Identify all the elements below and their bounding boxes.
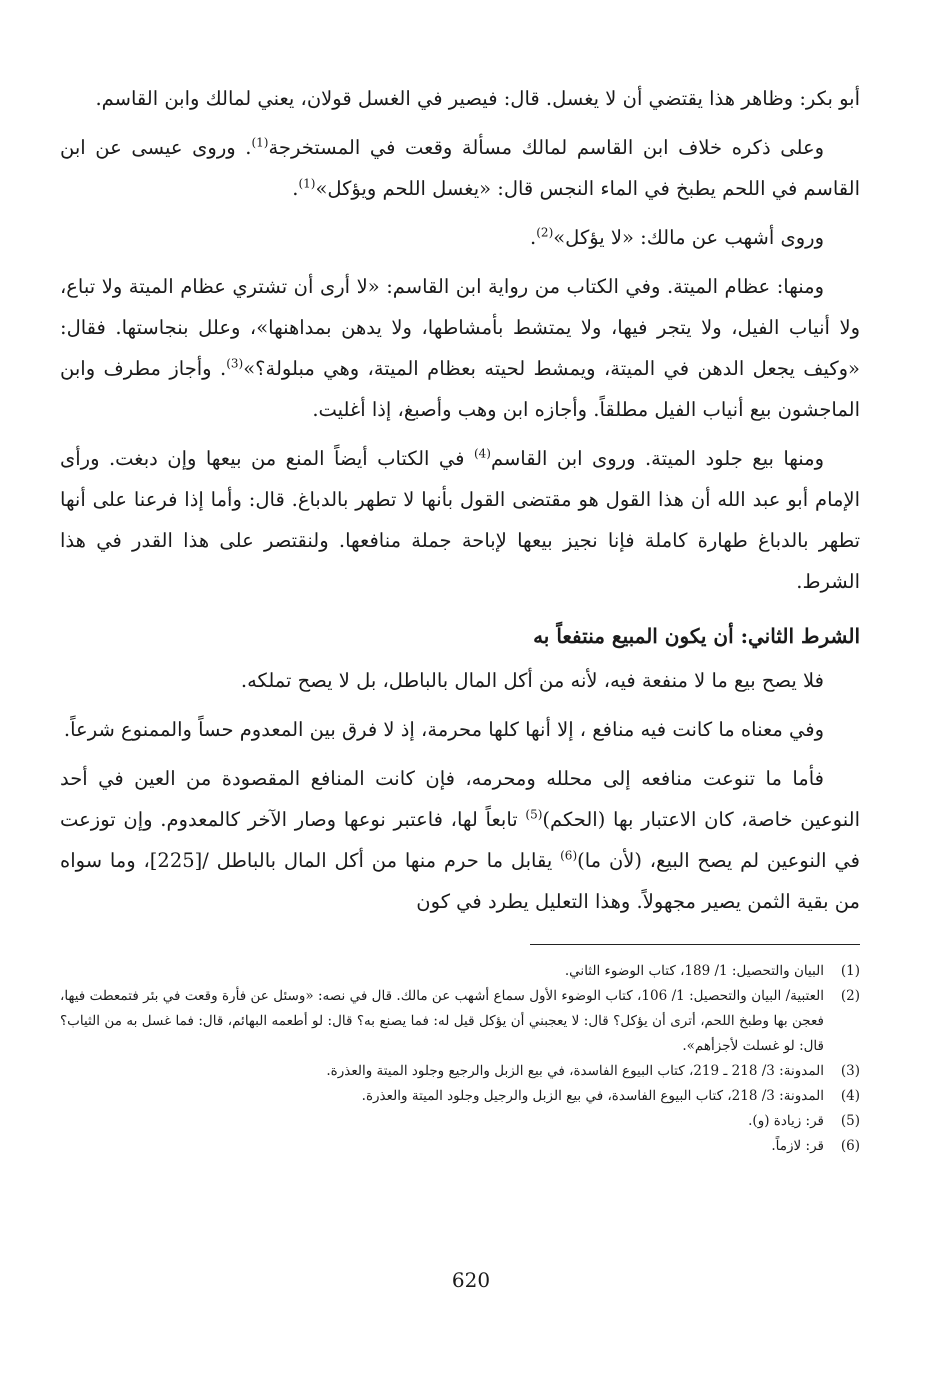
footnote-ref: (2): [536, 225, 554, 240]
footnote-item: [60, 1109, 860, 1134]
footnote-number: (6): [840, 1138, 860, 1154]
paragraph-4-text: ومنها: عظام الميتة. وفي الكتاب من رواية ابن القاسم: «لا أرى أن تشتري عظام الميتة ولا تباع، ولا أنياب الفيل، ولا يتجر فيها، ولا يمتشط بأمشاطها، ولا يدهن بمداهنها»، وعلل بنجاستها. فقال: «وكيف يجعل الدهن في الميتة، ويمشط لحيته بعظام الميتة، وهي مبلولة؟»: [60, 275, 860, 380]
footnote-item: [60, 959, 860, 984]
paragraph-8-text: يقابل ما حرم منها من أكل المال بالباطل /[225]، وما سواه من بقية الثمن يصير مجهولاً. وهذا التعليل يطرد في كون: [60, 849, 860, 913]
footnote-number: (3): [840, 1063, 860, 1079]
footnotes: [60, 959, 860, 1159]
paragraph-2-text: وعلى ذكره خلاف ابن القاسم لمالك مسألة وقعت في المستخرجة: [268, 136, 824, 159]
footnote-text: قر: زيادة (و).: [748, 1113, 824, 1129]
footnote-number: (5): [840, 1113, 860, 1129]
footnote-divider: [530, 944, 860, 945]
footnote-item: [60, 1084, 860, 1109]
footnote-ref: (4): [473, 446, 491, 461]
paragraph-3: [60, 217, 860, 258]
paragraph-5: [60, 438, 860, 602]
main-text: [60, 78, 860, 922]
footnote-text: العتبية/ البيان والتحصيل: 1/ 106، كتاب الوضوء الأول سماع أشهب عن مالك. قال في نصه: «وسئل عن فأرة وقعت في بئر فتمعطت فيها، فعجن بها وطبخ اللحم، أترى أن يؤكل؟ قال: لا يعجبني أن يؤكل قيل له: فما يصنع به؟ قال: لو أطعمه البهائم، قال: فما غسل به من الثياب؟ قال: لو غسلت لأجزأهم».: [60, 988, 824, 1054]
paragraph-8-text: فأما ما تنوعت منافعه إلى محلله ومحرمه، فإن كانت المنافع المقصودة من العين في أحد النوعين خاصة، كان الاعتبار بها (الحكم): [60, 767, 860, 831]
paragraph-2-text: . وروى عيسى عن ابن القاسم في اللحم يطبخ في الماء النجس قال: «يغسل اللحم ويؤكل»: [60, 136, 860, 200]
paragraph-8-text: تابعاً لها، فاعتبر نوعها وصار الآخر كالمعدوم. وإن توزعت في النوعين لم يصح البيع، (لأن ما): [60, 808, 860, 872]
paragraph-7: [60, 709, 860, 750]
page-number: 620: [451, 1268, 491, 1292]
footnote-number: (4): [840, 1088, 860, 1104]
footnote-text: المدونة: 3/ 218، كتاب البيوع الفاسدة، في بيع الزبل والرجيل وجلود الميتة والعذرة.: [361, 1088, 824, 1104]
paragraph-2-text: .: [292, 177, 299, 200]
paragraph-7-text: وفي معناه ما كانت فيه منافع ، إلا أنها كلها محرمة، إذ لا فرق بين المعدوم حساً والممنوع شرعاً.: [63, 718, 824, 741]
paragraph-8: [60, 758, 860, 922]
footnote-text: البيان والتحصيل: 1/ 189، كتاب الوضوء الثاني.: [564, 963, 824, 979]
paragraph-3-text: وروى أشهب عن مالك: «لا يؤكل»: [553, 226, 824, 249]
paragraph-1-text: أبو بكر: وظاهر هذا يقتضي أن لا يغسل. قال: فيصير في الغسل قولان، يعني لمالك وابن القاسم.: [95, 87, 860, 110]
footnote-ref: (5): [525, 807, 543, 822]
page-content: [60, 78, 860, 1159]
footnote-item: [60, 984, 860, 1059]
paragraph-5-text: في الكتاب أيضاً المنع من بيعها وإن دبغت. ورأى الإمام أبو عبد الله أن هذا القول هو مقتضى القول بأنها لا تطهر بالدباغ. قال: وأما إذا فرعنا على أنها تطهر بالدباغ طهارة كاملة فإنا نجيز بيعها لإباحة جملة منافعها. ولنقتصر على هذا القدر في هذا الشرط.: [60, 447, 860, 593]
footnote-number: (2): [840, 988, 860, 1004]
paragraph-4: [60, 266, 860, 430]
footnote-number: (1): [840, 963, 860, 979]
footnote-item: [60, 1059, 860, 1084]
footnote-ref: (6): [560, 848, 578, 863]
paragraph-3-text: .: [530, 226, 537, 249]
footnote-text: المدونة: 3/ 218 ـ 219، كتاب البيوع الفاسدة، في بيع الزبل والرجيع وجلود الميتة والعذرة.: [326, 1063, 824, 1079]
paragraph-4-text: . وأجاز مطرف وابن الماجشون بيع أنياب الفيل مطلقاً. وأجازه ابن وهب وأصبغ، إذا أغليت.: [60, 357, 860, 421]
paragraph-1: [60, 78, 860, 119]
paragraph-6: [60, 660, 860, 701]
footnote-text: قر: لازماً.: [771, 1138, 824, 1154]
footnote-item: [60, 1134, 860, 1159]
paragraph-2: [60, 127, 860, 209]
footnote-ref: (3): [226, 356, 244, 371]
paragraph-5-text: ومنها بيع جلود الميتة. وروى ابن القاسم: [490, 447, 824, 470]
section-heading: الشرط الثاني: أن يكون المبيع منتفعاً به: [533, 624, 860, 648]
footnote-ref: (1): [251, 135, 269, 150]
paragraph-6-text: فلا يصح بيع ما لا منفعة فيه، لأنه من أكل المال بالباطل، بل لا يصح تملكه.: [240, 669, 824, 692]
footnote-ref: (1): [298, 176, 316, 191]
